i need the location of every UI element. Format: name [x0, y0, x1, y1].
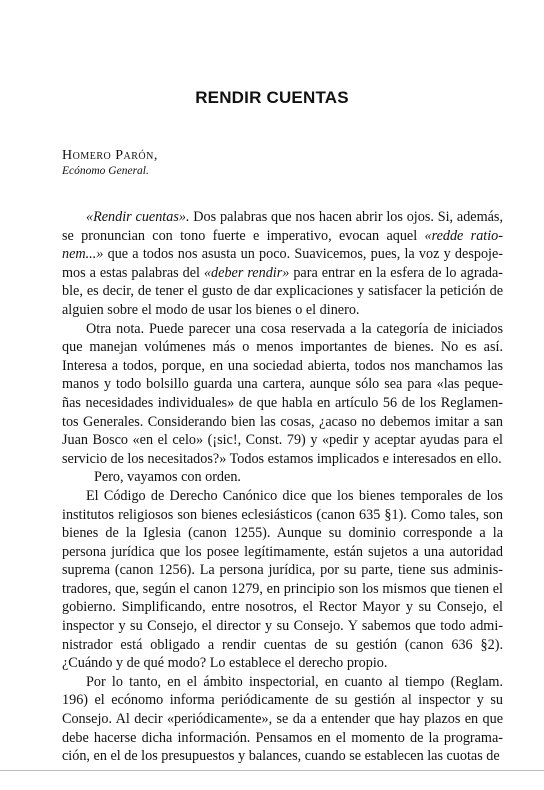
paragraph-1	[62, 208, 503, 320]
paragraph-4: El Código de Derecho Canónico dice que los bienes temporales de los institutos religiosos son bienes eclesiásticos (canon 635 §1). Como tales, son bienes de la Iglesia (canon 1255). Aunque su dominio corresponde a la persona jurídica que los posee legítimamente, están sujetos a una autoridad suprema (canon 1256). La persona jurídica, por su parte, tiene sus adminis-tradores, que, según el canon 1279, en principio son los mismos que tienen el gobierno. Simplificando, entre nosotros, el Rector Mayor y su Consejo, el inspector y su Consejo, el director y su Consejo. Y sabemos que todo admi-nistrador está obligado a rendir cuentas de su gestión (canon 636 §2). ¿Cuándo y de qué modo? Lo establece el derecho propio.	[62, 487, 503, 672]
italic-phrase: «Rendir cuentas».	[86, 209, 190, 225]
paragraph-2: Otra nota. Puede parecer una cosa reservada a la categoría de iniciados que manejan volúmenes más o menos importantes de bienes. No es así. Interesa a todos, porque, en una sociedad abierta, todos nos manchamos las manos y todo bolsillo guarda una cartera, aunque sólo sea para «las peque-ñas necesidades individuales» de que habla en artículo 56 de los Reglamen-tos Generales. Considerando bien las cosas, ¿acaso no debemos imitar a san Juan Bosco «en el celo» (¡sic!, Const. 79) y «pedir y aceptar ayudas para el servicio de los necesitados?» Todos estamos implicados e interesados en ello.	[62, 320, 503, 467]
paragraph-text: para entrar en la esfera de lo agrada-ble, es decir, de tener el gusto de dar explicaciones y satisfacer la petición de alguien sobre el modo de usar los bienes o el dinero.	[62, 264, 504, 318]
paragraph-text: Dos palabras que nos hacen abrir los ojos. Si, además, se pronuncian con tono fuerte e imperativo, evocan aquel	[62, 209, 503, 244]
italic-phrase: «redde ratio-nem...»	[62, 227, 503, 263]
paragraph-3: Pero, vayamos con orden.	[94, 469, 241, 486]
author-role: Ecónomo General.	[62, 165, 149, 177]
article-body	[62, 208, 503, 766]
paragraph-5: Por lo tanto, en el ámbito inspectorial, en cuanto al tiempo (Reglam. 196) el ecónomo informa periódicamente de su gestión al inspector y su Consejo. Al decir «periódicamente», se da a entender que hay plazos en que debe hacerse dicha información. Pensamos en el momento de la programa-ción, en el de los presupuestos y balances, cuando se establecen las cuotas de	[62, 673, 503, 765]
italic-phrase: «deber rendir»	[203, 264, 290, 281]
page-bottom-rule	[0, 770, 544, 771]
author-name: Homero Parón,	[62, 148, 158, 163]
article-title: RENDIR CUENTAS	[195, 88, 349, 107]
paragraph-text: que a todos nos asusta un poco. Suavicemos, pues, la voz y despoje-mos a estas palabras del	[62, 246, 503, 281]
